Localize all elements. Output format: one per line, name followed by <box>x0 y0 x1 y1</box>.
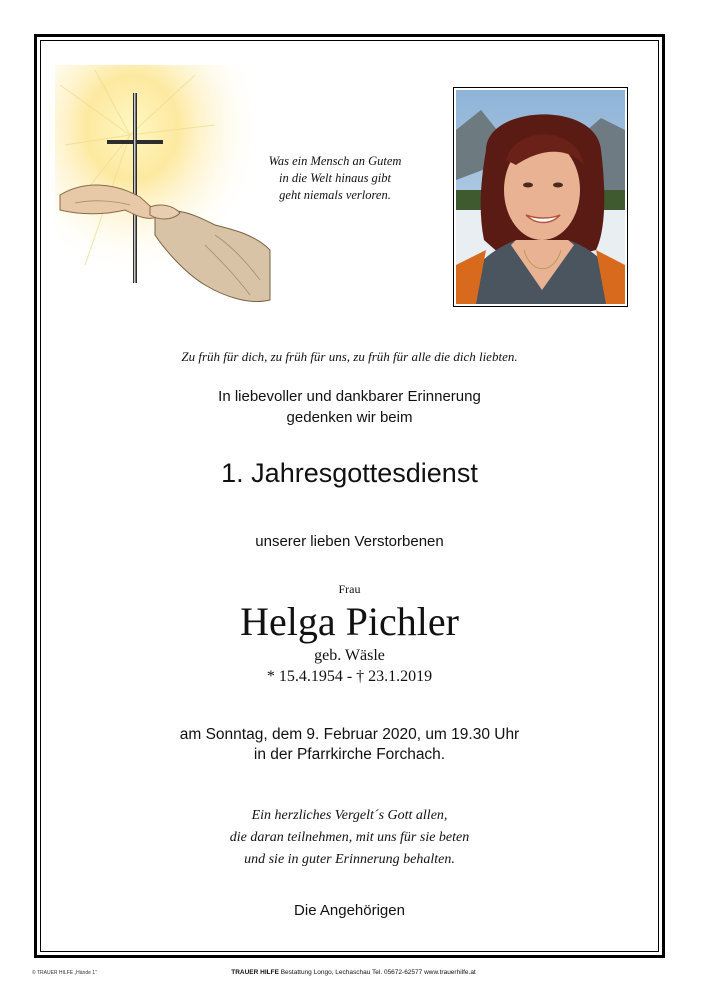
birth-name: geb. Wäsle <box>314 647 385 664</box>
intro-text <box>40 386 659 428</box>
service-title: 1. Jahresgottesdienst <box>221 458 478 488</box>
cross-hands-icon <box>55 65 275 315</box>
thanks-line: Ein herzliches Vergelt´s Gott allen, <box>251 808 448 823</box>
service-details <box>40 725 659 765</box>
tagline: Zu früh für dich, zu früh für uns, zu früh für alle die dich liebten. <box>181 349 518 364</box>
footer-copyright: © TRAUER HILFE „Hände 1“ <box>32 970 97 976</box>
footer-brand: TRAUER HILFE <box>231 969 279 976</box>
deceased-intro: unserer lieben Verstorbenen <box>255 533 444 550</box>
service-date-line: am Sonntag, dem 9. Februar 2020, um 19.30 Uhr <box>179 726 520 743</box>
quote-line: in die Welt hinaus gibt <box>278 171 392 185</box>
signature: Die Angehörigen <box>294 902 405 919</box>
footer-details: Bestattung Longo, Lechaschau Tel. 05672-62577 www.trauerhilfe.at <box>280 969 476 976</box>
quote-block <box>250 153 420 204</box>
intro-line: gedenken wir beim <box>286 409 413 426</box>
salutation: Frau <box>338 582 361 596</box>
life-dates: * 15.4.1954 - † 23.1.2019 <box>266 668 433 685</box>
service-place-line: in der Pfarrkirche Forchach. <box>253 746 446 763</box>
thanks-block <box>40 805 659 871</box>
portrait-photo <box>453 87 628 307</box>
thanks-line: die daran teilnehmen, mit uns für sie beten <box>229 830 470 845</box>
quote-line: geht niemals verloren. <box>279 188 391 202</box>
intro-line: In liebevoller und dankbarer Erinnerung <box>218 388 481 405</box>
footer-credits <box>0 969 707 976</box>
deceased-name: Helga Pichler <box>240 599 459 644</box>
thanks-line: und sie in guter Erinnerung behalten. <box>244 852 455 867</box>
quote-line: Was ein Mensch an Gutem <box>268 154 402 168</box>
